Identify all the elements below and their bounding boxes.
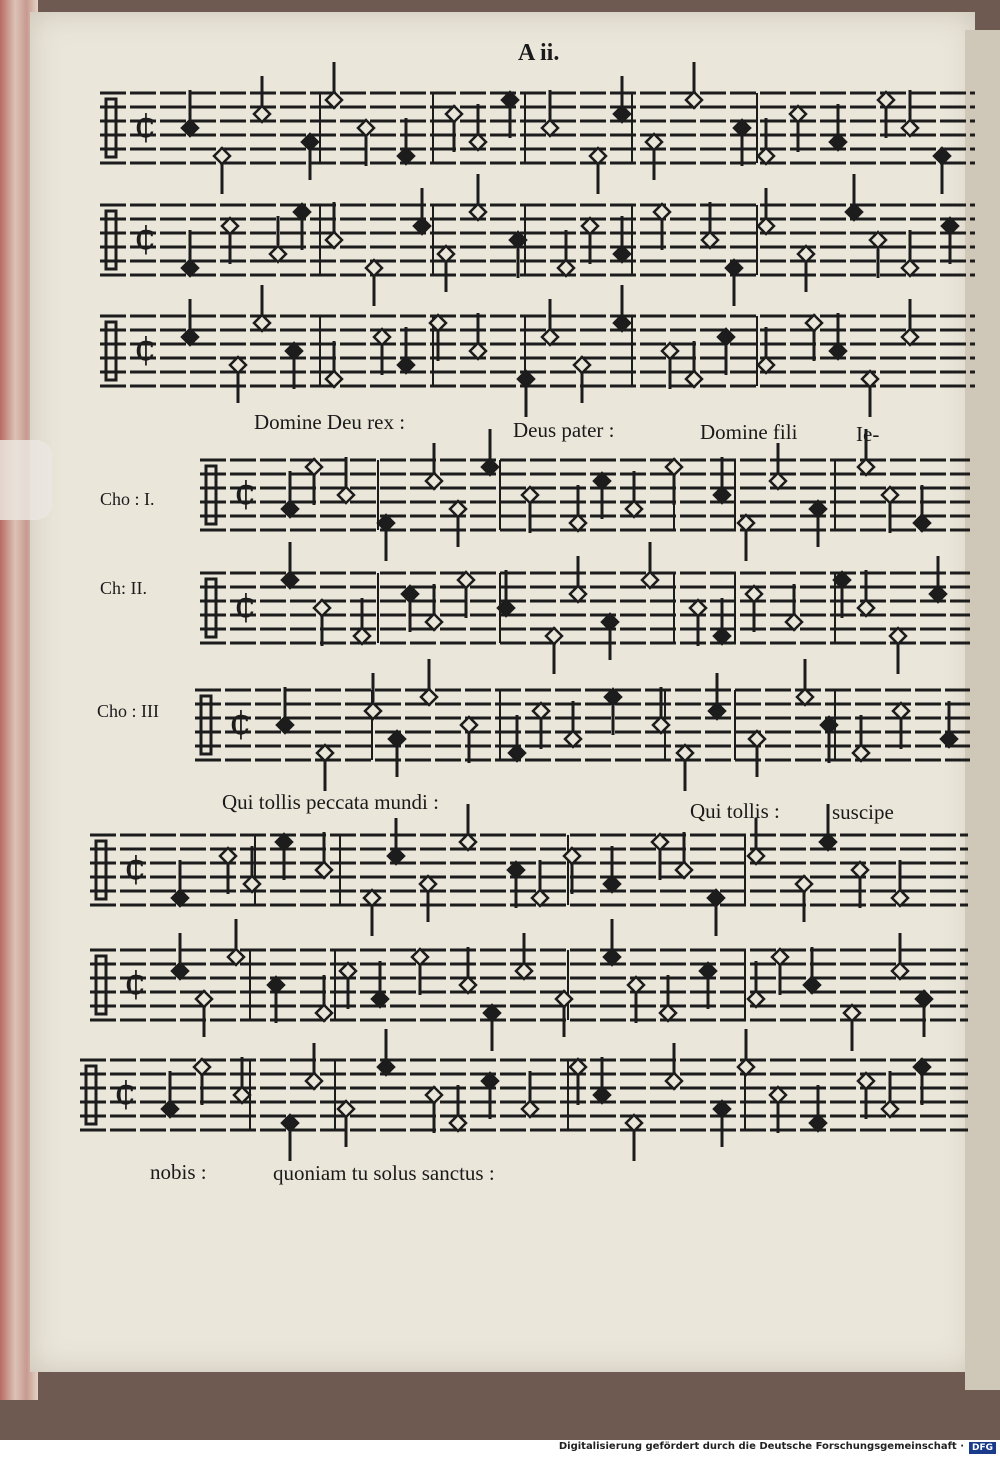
lyric-qui-tollis-peccata-mundi: Qui tollis peccata mundi : bbox=[222, 790, 439, 814]
page-signature: A ii. bbox=[518, 40, 560, 66]
choir-label-1: Cho : I. bbox=[100, 489, 155, 509]
time-signature-icon: ¢ bbox=[134, 105, 157, 146]
time-signature-icon: ¢ bbox=[234, 585, 257, 626]
time-signature-icon: ¢ bbox=[134, 328, 157, 369]
lyric-qui-tollis: Qui tollis : bbox=[690, 799, 780, 823]
lyric-quoniam-tu-solus-sanctus: quoniam tu solus sanctus : bbox=[273, 1161, 495, 1185]
choir-label-3: Cho : III bbox=[97, 701, 159, 721]
lyric-domine-fili: Domine fili bbox=[700, 420, 798, 444]
lyric-ie: Ie- bbox=[856, 422, 880, 446]
choir-label-2: Ch: II. bbox=[100, 578, 147, 598]
lyric-suscipe: suscipe bbox=[832, 800, 894, 824]
time-signature-icon: ¢ bbox=[124, 962, 147, 1003]
time-signature-icon: ¢ bbox=[234, 472, 257, 513]
time-signature-icon: ¢ bbox=[134, 217, 157, 258]
time-signature-icon: ¢ bbox=[124, 847, 147, 888]
lyric-domine-deu-rex: Domine Deu rex : bbox=[254, 410, 406, 434]
lyric-nobis: nobis : bbox=[150, 1160, 207, 1184]
time-signature-icon: ¢ bbox=[114, 1072, 137, 1113]
footer-credit: Digitalisierung gefördert durch die Deutsche Forschungsgemeinschaft · bbox=[558, 1441, 964, 1452]
time-signature-icon: ¢ bbox=[229, 702, 252, 743]
digitization-footer bbox=[0, 1440, 1000, 1458]
dfg-logo: DFG bbox=[969, 1442, 996, 1454]
lyric-deus-pater: Deus pater : bbox=[513, 418, 615, 442]
